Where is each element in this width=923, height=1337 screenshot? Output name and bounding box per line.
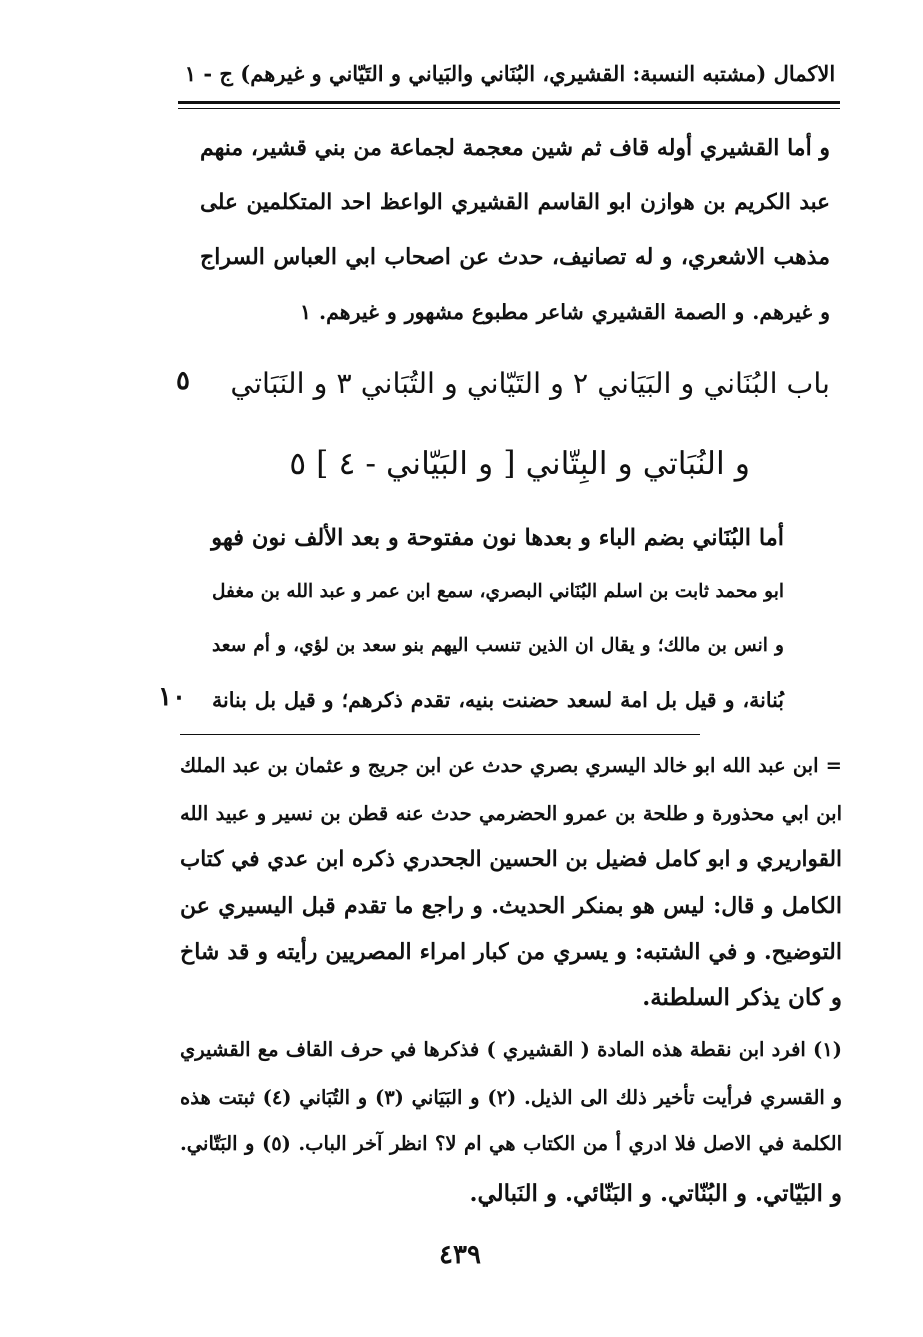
footnote-line: و البَيّاتي. و البُنّاتي. و البَنّائي. و النَبالي. — [469, 1180, 842, 1207]
text-line: و أما القشيري أوله قاف ثم شين معجمة لجماعة من بني قشير، منهم — [200, 135, 830, 161]
footnote-line: ابن ابي محذورة و طلحة بن عمرو الحضرمي حدث عنه قطن بن نسير و عبيد الله — [180, 802, 842, 825]
text-line: و غيرهم. و الصمة القشيري شاعر مطبوع مشهور و غيرهم. ١ — [300, 300, 830, 324]
footnote-line: (١) افرد ابن نقطة هذه المادة ( القشيري ) فذكرها في حرف القاف مع القشيري — [180, 1038, 842, 1061]
header-rule-thin — [178, 108, 840, 109]
footnote-line: = ابن عبد الله ابو خالد اليسري بصري حدث عن ابن جريج و عثمان بن عبد الملك — [180, 754, 842, 777]
page-number: ٤٣٩ — [439, 1240, 481, 1270]
text-line: عبد الكريم بن هوازن ابو القاسم القشيري الواعظ احد المتكلمين على — [200, 190, 830, 215]
footnote-line: الكامل و قال: ليس هو بمنكر الحديث. و راجع ما تقدم قبل اليسيري عن — [180, 893, 842, 919]
text-line: أما البُنَاني بضم الباء و بعدها نون مفتوحة و بعد الألف نون فهو — [211, 525, 784, 551]
line-marker: ١٠ — [158, 682, 186, 712]
chapter-title-line-2: و النُبَاتي و البِتّاني [ و البَيّاني - ٤ ] ٥ — [289, 446, 750, 482]
text-line: و انس بن مالك؛ و يقال ان الذين تنسب اليهم بنو سعد بن لؤي، و أم سعد — [212, 635, 784, 656]
line-marker: ٥ — [176, 366, 190, 396]
text-line: ابو محمد ثابت بن اسلم البُنَاني البصري، سمع ابن عمر و عبد الله بن مغفل — [212, 581, 784, 602]
footnote-line: و كان يذكر السلطنة. — [642, 984, 842, 1011]
footnote-line: التوضيح. و في الشتبه: و يسري من كبار امراء المصريين رأيته و قد شاخ — [180, 939, 842, 965]
running-header: الاكمال (مشتبه النسبة: القشيري، البُنَاني والبَياني و التَيّاني و غيرهم) ج - ١ — [184, 61, 836, 86]
header-rule-thick — [178, 101, 840, 104]
text-line: مذهب الاشعري، و له تصانيف، حدث عن اصحاب ابي العباس السراج — [200, 244, 830, 270]
footnote-line: القواريري و ابو كامل فضيل بن الحسين الجحدري ذكره ابن عدي في كتاب — [180, 847, 842, 872]
footnote-line: الكلمة في الاصل فلا ادري أ من الكتاب هي ام لا؟ انظر آخر الباب. (٥) و البَتّاني. — [180, 1132, 843, 1155]
text-line: بُنانة، و قيل بل امة لسعد حضنت بنيه، تقدم ذكرهم؛ و قيل بل بنانة — [212, 688, 784, 712]
footnote-line: و القسري فرأيت تأخير ذلك الى الذيل. (٢) و البَيَاني (٣) و التُبَاني (٤) ثبتت هذه — [180, 1086, 842, 1109]
footnote-separator — [180, 734, 700, 735]
chapter-title-line-1: باب البُنَاني و البَيَاني ٢ و التَيّاني و التُبَاني ٣ و النَبَاتي — [230, 367, 830, 400]
